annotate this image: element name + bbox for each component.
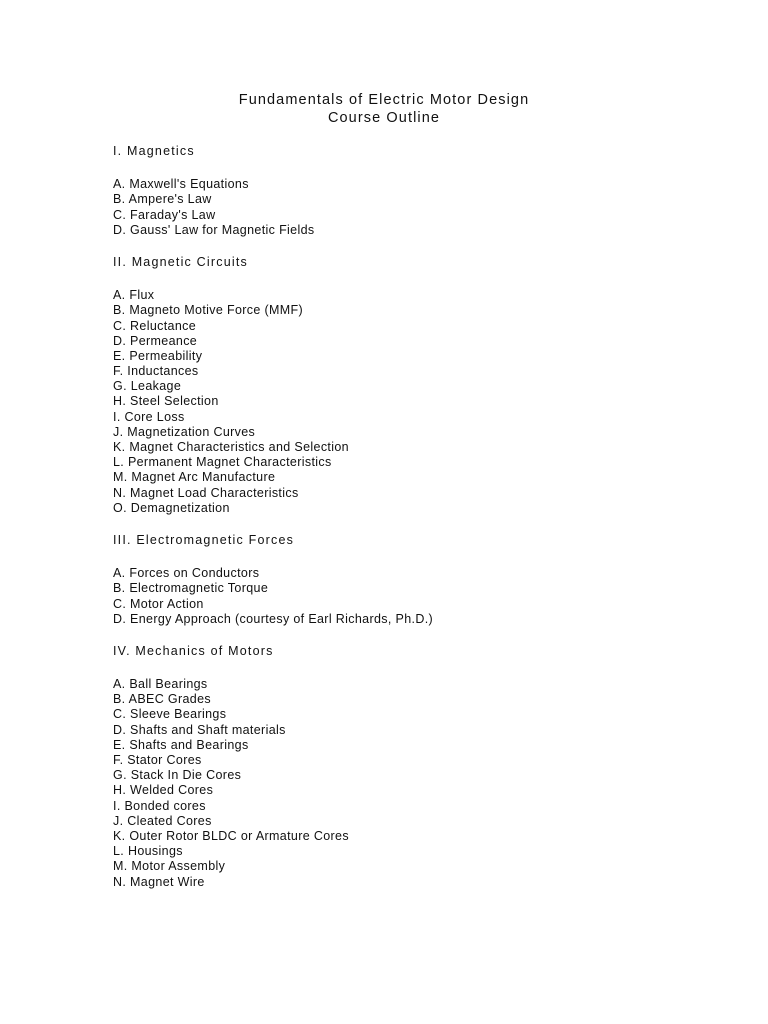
document-title: Fundamentals of Electric Motor Design bbox=[238, 92, 530, 108]
section-item-list bbox=[113, 566, 673, 627]
outline-item: E. Shafts and Bearings bbox=[113, 737, 249, 752]
section-heading: IV. Mechanics of Motors bbox=[113, 643, 274, 658]
section-heading: III. Electromagnetic Forces bbox=[113, 532, 295, 547]
outline-item: M. Motor Assembly bbox=[113, 859, 226, 874]
document-subtitle: Course Outline bbox=[327, 110, 441, 126]
outline-item: H. Welded Cores bbox=[113, 783, 214, 798]
outline-item: C. Sleeve Bearings bbox=[113, 707, 227, 722]
outline-item: B. Ampere's Law bbox=[113, 192, 212, 207]
outline-section bbox=[113, 255, 673, 516]
outline-item: D. Gauss' Law for Magnetic Fields bbox=[113, 222, 315, 237]
outline-item: M. Magnet Arc Manufacture bbox=[113, 470, 276, 485]
title-block bbox=[0, 91, 768, 127]
outline-item: A. Ball Bearings bbox=[113, 677, 208, 692]
outline-item: G. Leakage bbox=[113, 379, 182, 394]
section-heading: II. Magnetic Circuits bbox=[113, 254, 248, 269]
outline-item: N. Magnet Wire bbox=[113, 874, 205, 889]
section-item-list bbox=[113, 677, 673, 890]
outline-item: A. Flux bbox=[113, 288, 155, 303]
outline-section bbox=[113, 144, 673, 238]
outline-item: E. Permeability bbox=[113, 348, 203, 363]
outline-item: O. Demagnetization bbox=[113, 500, 230, 515]
outline-item: J. Cleated Cores bbox=[113, 813, 212, 828]
outline-item: B. Magneto Motive Force (MMF) bbox=[113, 303, 304, 318]
outline-section bbox=[113, 533, 673, 627]
section-heading: I. Magnetics bbox=[113, 144, 195, 158]
outline-item: F. Inductances bbox=[113, 364, 199, 379]
outline-item: C. Motor Action bbox=[113, 596, 204, 611]
outline-item: C. Faraday's Law bbox=[113, 207, 216, 222]
outline-item: F. Stator Cores bbox=[113, 753, 202, 767]
outline-item: I. Core Loss bbox=[113, 409, 185, 424]
section-item-list bbox=[113, 177, 673, 238]
outline-item: H. Steel Selection bbox=[113, 394, 219, 409]
outline-item: D. Permeance bbox=[113, 333, 198, 348]
outline-item: C. Reluctance bbox=[113, 318, 197, 333]
outline-item: L. Permanent Magnet Characteristics bbox=[113, 455, 332, 470]
outline-item: L. Housings bbox=[113, 844, 183, 859]
outline-item: K. Magnet Characteristics and Selection bbox=[113, 440, 349, 454]
outline-item: K. Outer Rotor BLDC or Armature Cores bbox=[113, 828, 349, 843]
outline-item: D. Shafts and Shaft materials bbox=[113, 722, 286, 737]
outline-item: D. Energy Approach (courtesy of Earl Richards, Ph.D.) bbox=[113, 611, 434, 626]
outline-item: B. Electromagnetic Torque bbox=[113, 581, 269, 596]
outline-item: I. Bonded cores bbox=[113, 798, 206, 813]
outline-item: N. Magnet Load Characteristics bbox=[113, 485, 299, 500]
section-item-list bbox=[113, 288, 673, 516]
outline-item: A. Maxwell's Equations bbox=[113, 177, 249, 192]
outline-item: A. Forces on Conductors bbox=[113, 566, 260, 581]
course-outline bbox=[113, 144, 673, 890]
outline-section bbox=[113, 644, 673, 890]
outline-item: G. Stack In Die Cores bbox=[113, 768, 242, 783]
outline-item: B. ABEC Grades bbox=[113, 692, 211, 707]
outline-item: J. Magnetization Curves bbox=[113, 424, 256, 439]
